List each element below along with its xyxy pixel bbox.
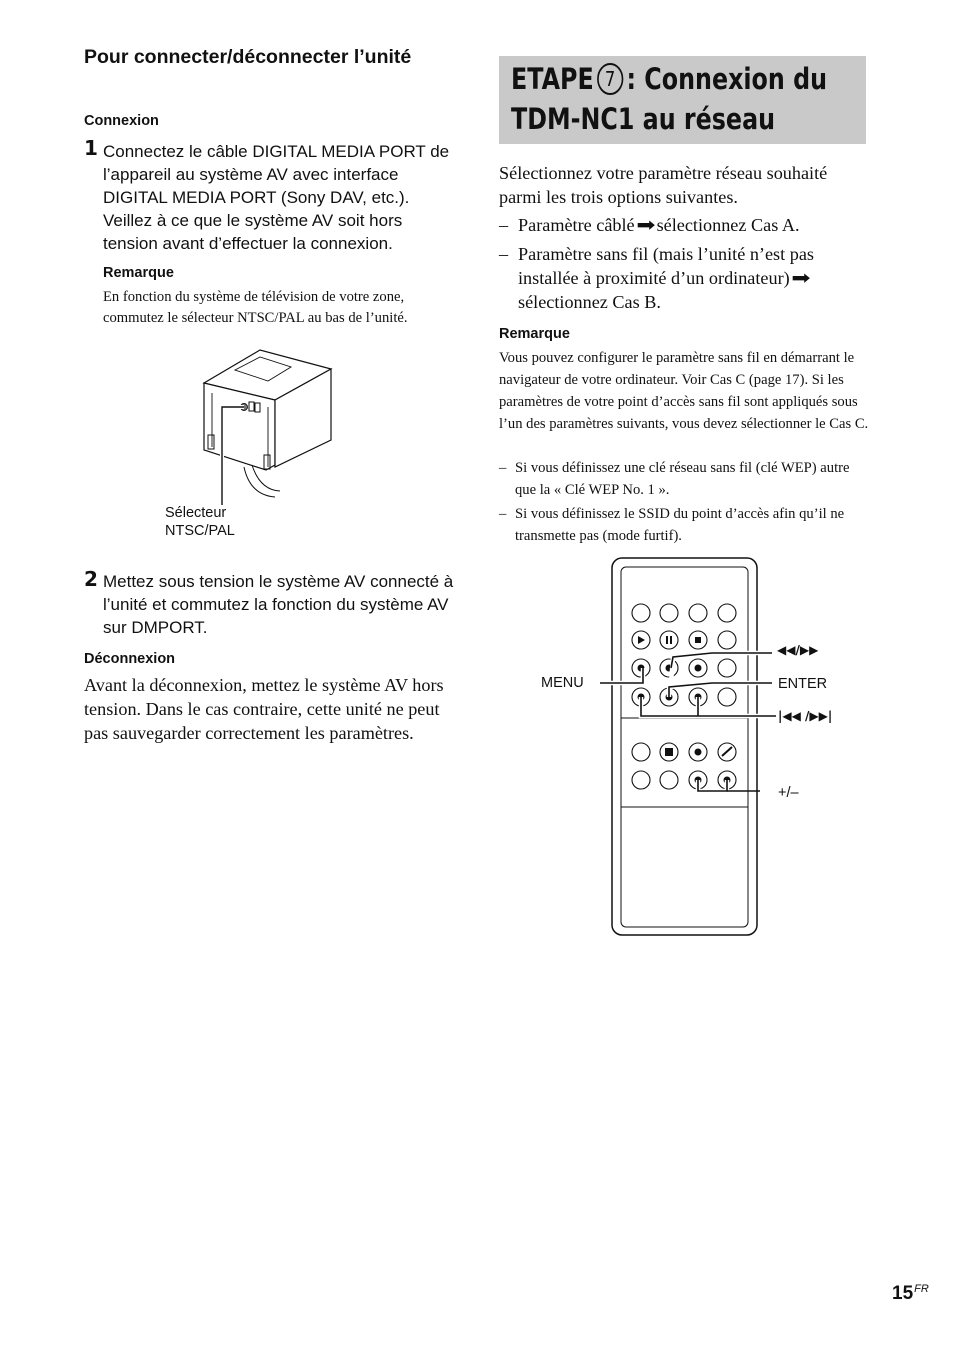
dash: – [499,460,507,476]
deconnexion-text: Avant la déconnexion, mettez le système AV hors tension. Dans le cas contraire, cette unité ne peut pas sauvegarder correctement les paramètres. [84,675,444,743]
device-illustration [160,345,340,505]
banner-title-line1: : Connexion du [626,62,828,96]
remote-label-enter: ENTER [778,676,828,692]
option-wireless-line1: Paramètre sans fil (mais l’unité n’est pas [518,244,814,264]
step-circle-number: 7 [597,63,623,95]
step-2-number: 2 [84,567,98,591]
step-1-number: 1 [84,136,98,160]
dash: – [499,506,507,522]
deconnexion-heading: Déconnexion [84,651,176,667]
banner-prefix: ETAPE [511,62,594,96]
step-banner [499,56,866,144]
connexion-heading: Connexion [84,113,159,129]
remote-control-illustration [600,555,860,940]
page-language-suffix: FR [914,1283,929,1295]
option-wired-result: sélectionnez Cas A. [656,215,800,235]
remote-label-prev-next: |◀◀ /▶▶| [778,709,833,723]
page-number [892,1283,929,1305]
option-wired [499,213,869,237]
section-title: Pour connecter/déconnecter l’unité [84,46,412,68]
note-item-1-text: Si vous définissez une clé réseau sans fil (clé WEP) autre que la « Clé WEP No. 1 ». [515,460,850,498]
right-arrow-icon: ➡ [636,214,656,236]
remote-label-rewind-forward: ◀◀/▶▶ [777,643,819,657]
banner-line1 [511,59,828,99]
note-item-2-text: Si vous définissez le SSID du point d’accès afin qu’il ne transmette pas (mode furtif). [515,506,845,544]
option-wireless [499,242,869,314]
option-wired-text: Paramètre câblé [518,215,635,235]
note-text-right: Vous pouvez configurer le paramètre sans fil en démarrant le navigateur de votre ordinateur. Voir Cas C (page 17). Si les paramètres de votre point d’accès sans fil sont appliqués sous l’un des paramètres suivants, vous devez sélectionner le Cas C. [499,350,869,432]
page-number-value: 15 [892,1283,914,1304]
note-heading-right: Remarque [499,326,570,342]
option-wireless-line2: installée à proximité d’un ordinateur) [518,268,790,288]
banner-title-line2: TDM-NC1 au réseau [511,102,776,136]
dash: – [499,215,509,235]
note-item-1 [499,457,869,501]
remote-label-menu: MENU [541,675,584,691]
remote-label-volume: +/– [778,785,799,801]
step-2-text: Mettez sous tension le système AV connecté à l’unité et commutez la fonction du système AV sur DMPORT. [103,572,454,637]
selector-label [165,504,235,540]
option-wireless-result: sélectionnez Cas B. [518,292,661,312]
right-arrow-icon: ➡ [791,267,811,289]
selector-label-line1: Sélecteur [165,505,227,521]
intro-text: Sélectionnez votre paramètre réseau souhaité parmi les trois options suivantes. [499,163,828,207]
note-text-left: En fonction du système de télévision de votre zone, commutez le sélecteur NTSC/PAL au bas de l’unité. [103,289,408,326]
step-1-text: Connectez le câble DIGITAL MEDIA PORT de l’appareil au système AV avec interface DIGITAL MEDIA PORT (Sony DAV, etc.). Veillez à ce que le système AV soit hors tension avant d’effectuer la connexion. [103,142,450,253]
selector-label-line2: NTSC/PAL [165,523,235,539]
dash: – [499,244,509,264]
note-heading-left: Remarque [103,265,174,281]
note-item-2 [499,503,869,547]
